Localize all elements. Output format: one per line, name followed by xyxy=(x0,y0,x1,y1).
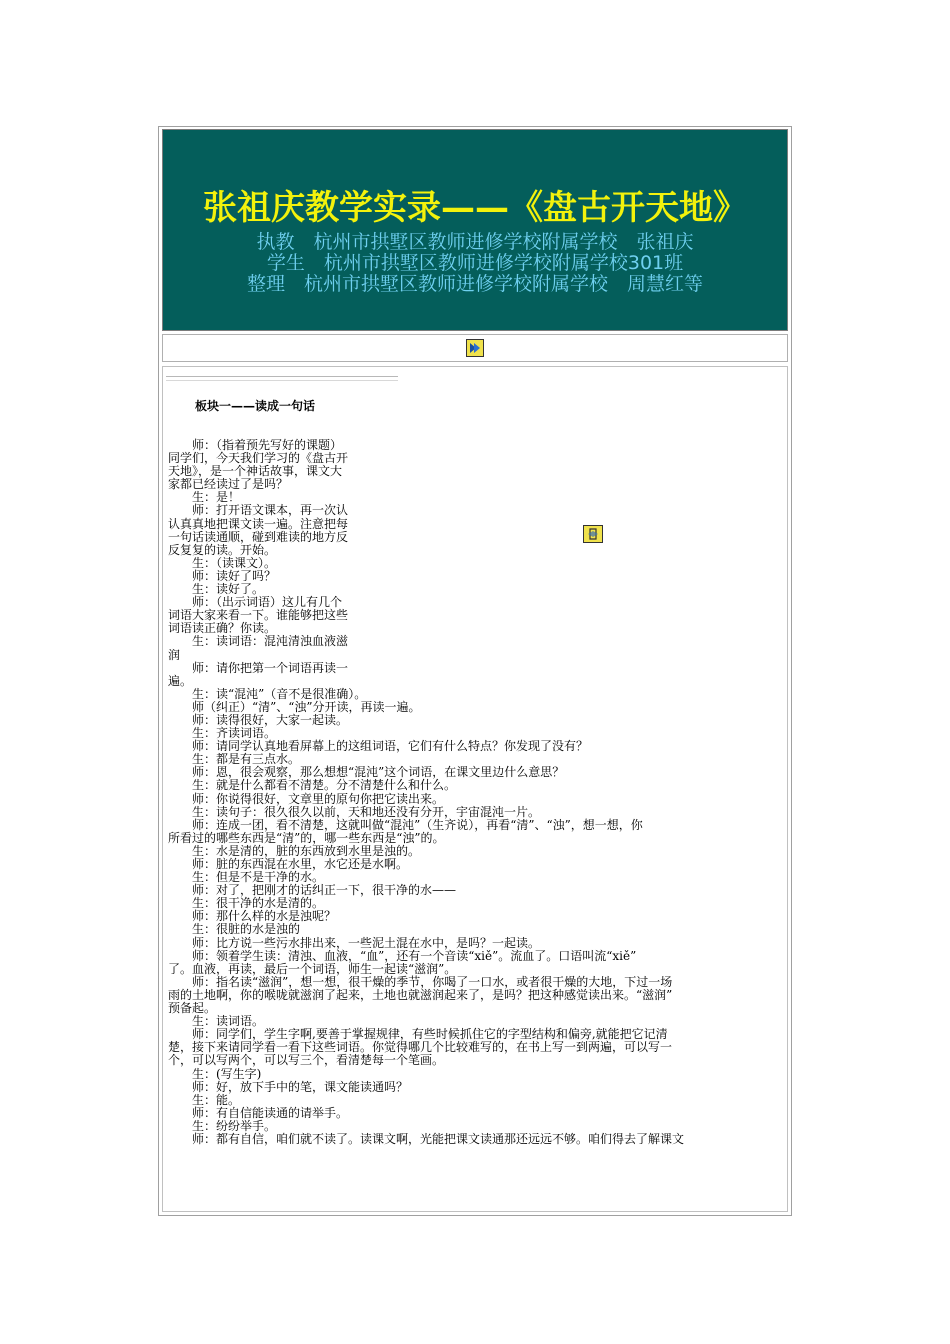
transcript-line: 了。血液，再读，最后一个词语，师生一起读“滋润”。 xyxy=(168,961,457,976)
transcript-line: 生：读好了。 xyxy=(168,582,265,597)
transcript-text xyxy=(168,439,684,1146)
transcript-line: 师：请同学认真地看屏幕上的这组词语，它们有什么特点？你发现了没有？ xyxy=(168,739,589,754)
content-area xyxy=(162,366,788,1212)
article-frame xyxy=(158,126,792,1216)
transcript-line: 生：能。 xyxy=(168,1092,241,1107)
transcript-line: 生：很脏的水是浊的 xyxy=(168,922,301,937)
divider xyxy=(166,376,398,381)
title-banner xyxy=(162,129,788,331)
transcript-line: 生：（读课文）。 xyxy=(168,555,277,570)
transcript-line: 师：那什么样的水是浊呢？ xyxy=(168,909,337,924)
transcript-line: 认真真地把课文读一遍。注意把每 xyxy=(168,516,349,531)
transcript-line: 师：有自信能读通的请举手。 xyxy=(168,1105,349,1120)
transcript-line: 词语读正确？你读。 xyxy=(168,621,277,636)
transcript-line: 师：同学们，学生字啊,要善于掌握规律，有些时候抓住它的字型结构和偏旁,就能把它记清 xyxy=(168,1027,668,1042)
transcript-line: 师（纠正）“清”、“浊”分开读，再读一遍。 xyxy=(168,699,421,714)
page-title: 张祖庆教学实录——《盘古开天地》 xyxy=(203,188,747,228)
transcript-line: 生：水是清的，脏的东西放到水里是浊的。 xyxy=(168,843,421,858)
transcript-line: 生：读“混沌”（音不是很准确）。 xyxy=(168,686,367,701)
transcript-line: 楚，接下来请同学看一看下这些词语。你觉得哪几个比较难写的，在书上写一到两遍，可以写一 xyxy=(168,1040,673,1055)
transcript-line: 反复复的读。开始。 xyxy=(168,542,277,557)
transcript-line: 天地》，是一个神话故事，课文大 xyxy=(168,464,343,479)
students-line: 学生 杭州市拱墅区教师进修学校附属学校301班 xyxy=(266,252,684,274)
transcript-line: 师：读好了吗？ xyxy=(168,568,277,583)
transcript-line: 师：对了，把刚才的话纠正一下，很干净的水—— xyxy=(168,883,457,898)
transcript-line: 师：都有自信，咱们就不读了。读课文啊，光能把课文读通那还远远不够。咱们得去了解课文 xyxy=(168,1131,685,1146)
transcript-line: 师：（指着预先写好的课题） xyxy=(168,438,343,452)
transcript-line: 润 xyxy=(168,647,181,662)
transcript-line: 师：脏的东西混在水里，水它还是水啊。 xyxy=(168,857,409,871)
transcript-line: 生：就是什么都看不清楚。分不清楚什么和什么。 xyxy=(168,778,457,793)
arrow-icon-glyph xyxy=(467,340,483,356)
transcript-line: 师：恩，很会观察，那么想想“混沌”这个词语，在课文里边什么意思？ xyxy=(168,765,565,780)
transcript-line: 一句话读通顺，碰到难读的地方反 xyxy=(168,529,349,544)
transcript-line: 个，可以写两个，可以写三个，看清楚每一个笔画。 xyxy=(168,1053,445,1068)
transcript-line: 生：纷纷举手。 xyxy=(168,1118,277,1133)
transcript-line: 同学们，今天我们学习的《盘古开 xyxy=(168,451,349,466)
transcript-line: 词语大家来看一下。谁能够把这些 xyxy=(168,608,349,623)
teacher-line: 执教 杭州市拱墅区教师进修学校附属学校 张祖庆 xyxy=(256,231,694,253)
transcript-line: 家都已经读过了是吗？ xyxy=(168,477,289,492)
transcript-line: 生：是！ xyxy=(168,490,241,505)
transcript-line: 师：（出示词语）这儿有几个 xyxy=(168,595,343,610)
transcript-line: 雨的土地啊，你的喉咙就滋润了起来，土地也就滋润起来了，是吗？把这种感觉读出来。“滋润” xyxy=(168,987,673,1002)
transcript-line: 预备起。 xyxy=(168,1001,217,1016)
transcript-line: 生：但是不是干净的水。 xyxy=(168,870,325,885)
section-heading: 板块一——读成一句话 xyxy=(195,399,316,413)
transcript-line: 生：都是有三点水。 xyxy=(168,752,301,767)
transcript-line: 师：请你把第一个词语再读一 xyxy=(168,660,349,675)
editor-line: 整理 杭州市拱墅区教师进修学校附属学校 周慧红等 xyxy=(246,273,703,295)
transcript-line: 所看过的哪些东西是“清”的，哪一些东西是“浊”的。 xyxy=(168,830,445,845)
transcript-line: 生：齐读词语。 xyxy=(168,726,277,741)
transcript-line: 师：好，放下手中的笔，课文能读通吗？ xyxy=(168,1079,409,1094)
transcript-line: 生：读词语。 xyxy=(168,1014,265,1029)
transcript-line: 师：指名读“滋润”，想一想，很干燥的季节，你喝了一口水，或者很干燥的大地，下过一场 xyxy=(168,974,673,989)
transcript-line: 师：你说得很好，文章里的原句你把它读出来。 xyxy=(168,791,445,806)
transcript-line: 师：连成一团，看不清楚，这就叫做“混沌”（生齐说），再看“清”、“浊”，想一想，你 xyxy=(168,817,643,832)
transcript-line: 生：(写生字) xyxy=(168,1066,262,1081)
transcript-line: 生：读词语：混沌清浊血液滋 xyxy=(168,634,349,649)
arrow-icon[interactable] xyxy=(466,339,484,357)
transcript-line: 生：很干净的水是清的。 xyxy=(168,896,325,911)
transcript-line: 师：比方说一些污水排出来，一些泥土混在水中，是吗？一起读。 xyxy=(168,935,541,950)
transcript-line: 师：打开语文课本，再一次认 xyxy=(168,503,349,518)
transcript-line: 生：读句子：很久很久以前，天和地还没有分开，宇宙混沌一片。 xyxy=(168,804,541,819)
transcript-line: 师：领着学生读：清浊、血液，“血”，还有一个音读“xiě”。流血了。口语叫流“xiě” xyxy=(168,948,637,963)
transcript-line: 师：读得很好，大家一起读。 xyxy=(168,712,349,727)
nav-row xyxy=(162,334,788,362)
transcript-line: 遍。 xyxy=(168,673,193,688)
